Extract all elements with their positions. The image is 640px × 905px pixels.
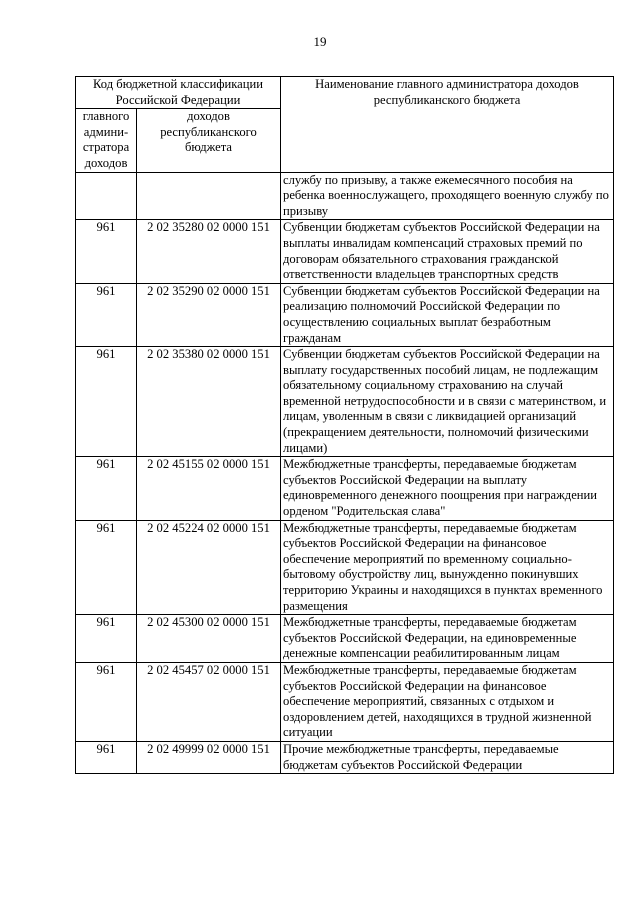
row-admin-code (76, 172, 137, 220)
row-admin-code: 961 (76, 741, 137, 773)
row-revenue-code: 2 02 45155 02 0000 151 (137, 457, 281, 520)
table-body (76, 172, 614, 774)
table-row (76, 347, 614, 457)
table-row (76, 520, 614, 615)
header-budget-classification-code: Код бюджетной классификации Российской Федерации (76, 77, 281, 109)
row-admin-code: 961 (76, 615, 137, 663)
row-revenue-name: Межбюджетные трансферты, передаваемые бюджетам субъектов Российской Федерации на выплату единовременного денежного поощрения при награждении орденом "Родительская слава" (281, 457, 614, 520)
row-revenue-code: 2 02 35280 02 0000 151 (137, 220, 281, 283)
row-revenue-name: Межбюджетные трансферты, передаваемые бюджетам субъектов Российской Федерации на финансовое обеспечение мероприятий, связанных с отдыхом и оздоровлением детей, находящихся в трудной жизненной ситуации (281, 662, 614, 741)
row-revenue-code: 2 02 45457 02 0000 151 (137, 662, 281, 741)
table-row (76, 172, 614, 220)
row-revenue-name: Межбюджетные трансферты, передаваемые бюджетам субъектов Российской Федерации на финансовое обеспечение мероприятий по временному социально-бытовому обустройству лиц, вынужденно покинувших территорию Украины и находящихся в пунктах временного размещения (281, 520, 614, 615)
row-revenue-code (137, 172, 281, 220)
row-revenue-code: 2 02 49999 02 0000 151 (137, 741, 281, 773)
row-admin-code: 961 (76, 662, 137, 741)
row-revenue-name: Межбюджетные трансферты, передаваемые бюджетам субъектов Российской Федерации, на единовременные денежные компенсации реабилитированным лицам (281, 615, 614, 663)
table-row (76, 615, 614, 663)
row-admin-code: 961 (76, 520, 137, 615)
header-administrator-name: Наименование главного администратора доходов республиканского бюджета (281, 77, 614, 173)
header-main-administrator: главного админи-стратора доходов (76, 109, 137, 172)
table-row (76, 220, 614, 283)
header-revenue-code: доходов республиканского бюджета (137, 109, 281, 172)
row-revenue-name: Субвенции бюджетам субъектов Российской Федерации на выплаты инвалидам компенсаций страховых премий по договорам обязательного страхования гражданской ответственности владельцев транспортных средств (281, 220, 614, 283)
row-admin-code: 961 (76, 457, 137, 520)
row-revenue-code: 2 02 35290 02 0000 151 (137, 283, 281, 346)
page-number: 19 (313, 34, 327, 49)
row-revenue-name: службу по призыву, а также ежемесячного пособия на ребенка военнослужащего, проходящего военную службу по призыву (281, 172, 614, 220)
row-revenue-name: Субвенции бюджетам субъектов Российской Федерации на выплату государственных пособий лицам, не подлежащим обязательному социальному страхованию на случай временной нетрудоспособности и в связи с материнством, и лицам, уволенным в связи с ликвидацией организаций (прекращением деятельности, полномочий физическими лицами) (281, 347, 614, 457)
row-admin-code: 961 (76, 220, 137, 283)
row-revenue-name: Прочие межбюджетные трансферты, передаваемые бюджетам субъектов Российской Федерации (281, 741, 614, 773)
table-row (76, 662, 614, 741)
row-revenue-code: 2 02 35380 02 0000 151 (137, 347, 281, 457)
table-row (76, 457, 614, 520)
row-admin-code: 961 (76, 283, 137, 346)
row-revenue-code: 2 02 45224 02 0000 151 (137, 520, 281, 615)
row-revenue-name: Субвенции бюджетам субъектов Российской Федерации на реализацию полномочий Российской Федерации по осуществлению социальных выплат безработным гражданам (281, 283, 614, 346)
table-row (76, 741, 614, 773)
table-row (76, 283, 614, 346)
row-revenue-code: 2 02 45300 02 0000 151 (137, 615, 281, 663)
budget-classification-table (75, 76, 614, 774)
row-admin-code: 961 (76, 347, 137, 457)
